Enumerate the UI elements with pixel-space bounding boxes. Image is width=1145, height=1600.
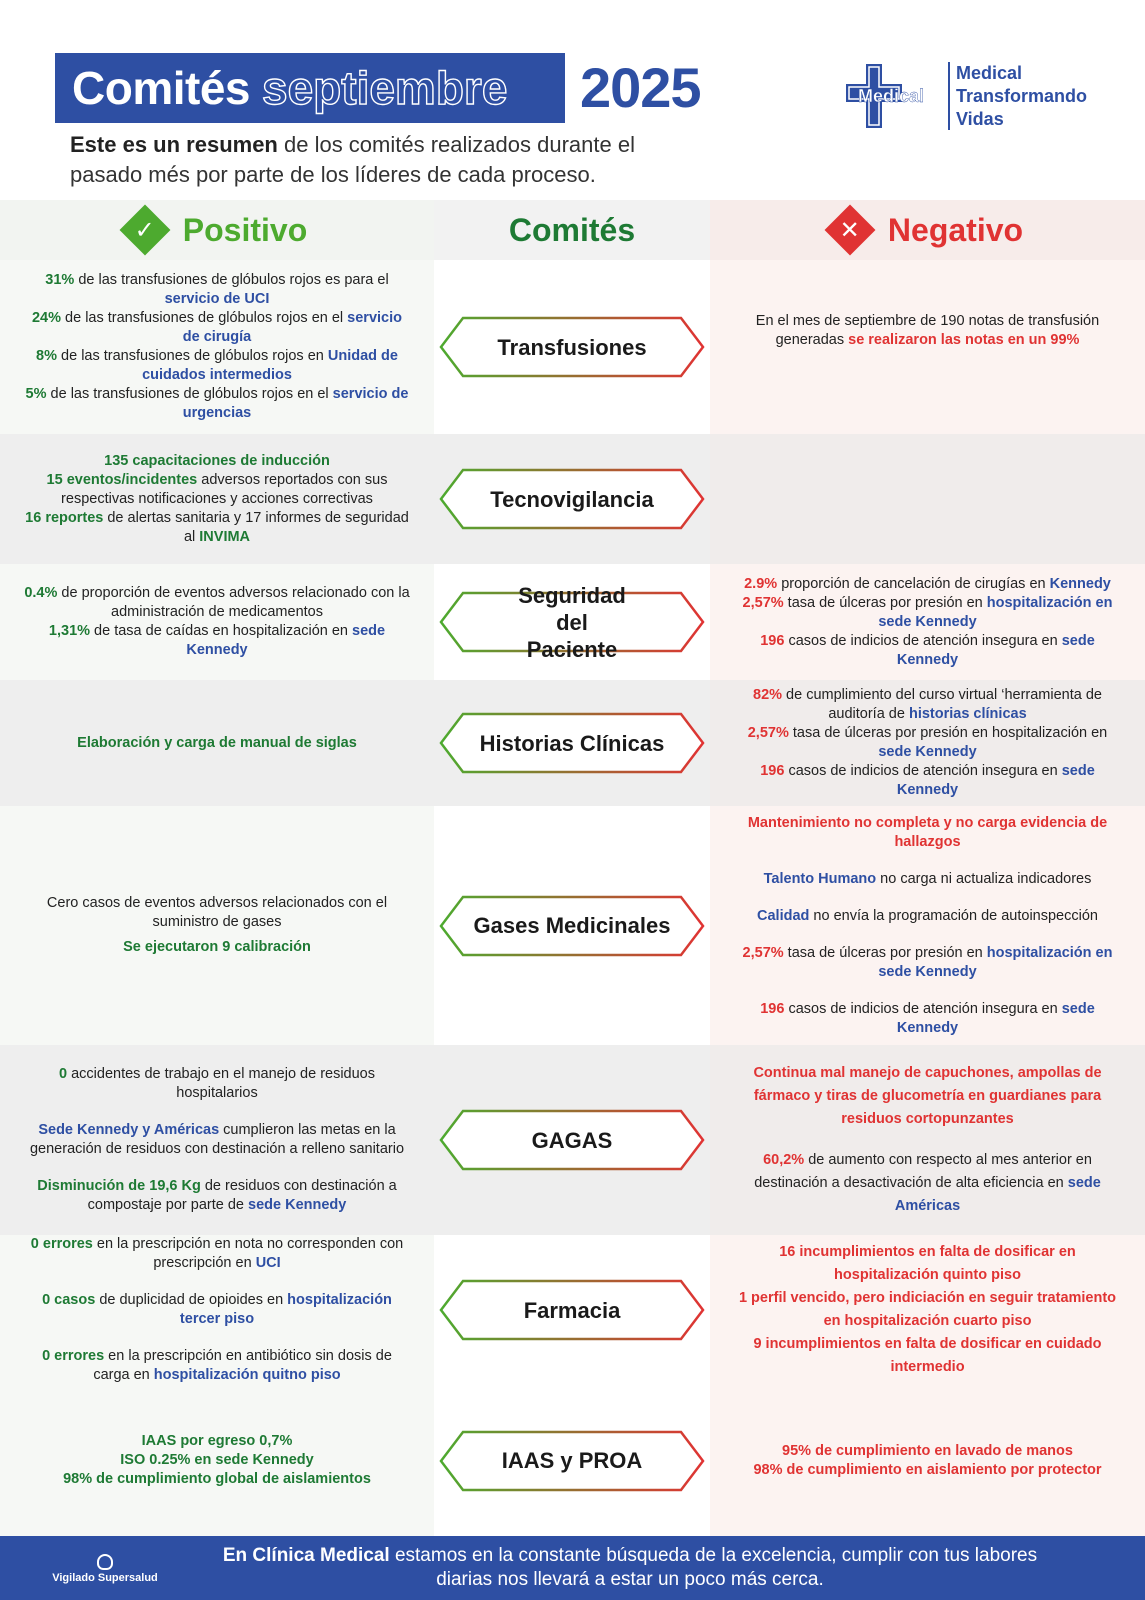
plain-text: no envía la programación de autoinspección [809,907,1098,924]
text-line [730,814,1125,852]
highlight-text: IAAS por egreso 0,7% [141,1433,293,1449]
negative-cell [710,564,1145,680]
highlight-text: sede Américas [894,1175,1101,1214]
highlight-text: servicio de urgencias [182,386,409,421]
highlight-text: 5% [25,386,47,402]
plain-text: tasa de úlceras por presión en [783,594,987,611]
vigilado-text: Vigilado Supersalud [52,1572,158,1584]
text-line [22,509,412,547]
text-line [22,1347,412,1385]
committee-name: Farmacia [523,1297,621,1323]
negative-cell [710,434,1145,564]
highlight-text: 8% [36,348,58,364]
text-line [22,1177,412,1215]
committee-badge [439,1109,705,1171]
title-month: septiembre [261,62,508,114]
highlight-text: hospitalización tercer piso [179,1292,392,1327]
text-line [730,1000,1125,1038]
highlight-text: 2,57% [747,725,789,741]
committee-badge [439,1430,705,1492]
text-line [730,1333,1125,1379]
positive-cell [0,806,434,1045]
plain-text: de cumplimiento del curso virtual ‘herramienta de auditoría de [782,687,1102,722]
committee-badge [439,1279,705,1341]
footer-message [210,1544,1050,1592]
text-line [730,594,1125,632]
footer-message-rest: estamos en la constante búsqueda de la excelencia, cumplir con tus labores diarias nos llevará a estar un poco más cerca. [389,1545,1038,1590]
text-line [22,1065,412,1103]
highlight-text: 196 [760,763,785,779]
highlight-text: 196 [760,1000,785,1017]
committees-column-header [434,200,710,260]
highlight-text: sede Kennedy [186,623,386,658]
committee-cell [434,1235,710,1385]
positive-cell [0,1385,434,1536]
text-line [22,1121,412,1159]
plain-text: tasa de úlceras por presión en [783,944,987,961]
highlight-text: servicio de cirugía [182,310,402,345]
plain-text: Cero casos de eventos adversos relacionados con el suministro de gases [46,895,388,930]
intro-bold: Este es un resumen [70,132,278,157]
plain-text: de duplicidad de opioides en [95,1292,288,1308]
plain-text: casos de indicios de atención insegura en [784,1000,1062,1017]
text-line [120,1451,313,1470]
highlight-text: UCI [255,1255,281,1271]
highlight-text: sede Kennedy [896,763,1095,798]
committee-row [0,1235,1145,1385]
text-line [730,632,1125,670]
highlight-text: 0.4% [24,585,58,601]
text-line [730,724,1125,762]
plain-text: de las transfusiones de glóbulos rojos en el [46,386,333,402]
text-line [764,870,1092,889]
committee-name: Tecnovigilancia [490,486,654,512]
vigilado-badge [50,1554,160,1584]
committee-name: Seguridad del Paciente [518,582,626,662]
highlight-text: sede Kennedy [896,632,1095,668]
highlight-text: historias clínicas [908,706,1027,722]
negative-cell [710,806,1145,1045]
committee-row [0,1385,1145,1536]
committee-name: Gases Medicinales [473,913,671,938]
highlight-text: 95% de cumplimiento en lavado de manos [782,1442,1073,1459]
text-line [782,1442,1073,1461]
highlight-text: 82% [753,687,783,703]
text-line [730,312,1125,350]
plain-text: de las transfusiones de glóbulos rojos en [57,348,328,364]
highlight-text: 0 errores [42,1348,105,1364]
negative-cell [710,1385,1145,1536]
footer-banner [0,1536,1145,1600]
text-line [730,1149,1125,1218]
highlight-text: 15 eventos/incidentes [46,471,198,488]
plain-text: en la prescripción en antibiótico sin dosis de carga en [93,1348,392,1383]
footer-message-bold: En Clínica Medical [222,1545,390,1566]
check-icon: ✓ [119,205,170,256]
highlight-text: 0 casos [42,1292,96,1308]
positive-cell [0,260,434,434]
positive-cell [0,564,434,680]
committee-cell [434,806,710,1045]
text-line [730,1062,1125,1131]
positive-column-header [0,200,434,260]
highlight-text: 98% de cumplimiento global de aislamientos [63,1471,371,1487]
negative-cell [710,680,1145,806]
intro-rest: de los comités realizados durante el pasado més por parte de los líderes de cada proceso. [70,132,635,187]
highlight-text: ISO 0.25% en sede Kennedy [120,1452,314,1468]
highlight-text: 0 [59,1066,68,1082]
highlight-text: 31% [45,272,75,288]
highlight-text: sede Kennedy [878,744,977,760]
plain-text: en la prescripción en nota no corresponden con prescripción en [92,1236,404,1271]
committee-cell [434,680,710,806]
supersalud-emblem-icon [97,1554,113,1570]
highlight-text: 2.9% [744,575,778,592]
plain-text: de las transfusiones de glóbulos rojos es para el [74,272,389,288]
title-banner [55,53,565,123]
committee-cell [434,1385,710,1536]
highlight-text: 2,57% [742,594,784,611]
positive-cell [0,434,434,564]
text-line [744,575,1111,594]
highlight-text: Continua mal manejo de capuchones, ampollas de fármaco y tiras de glucometría en guardianes para residuos cortopunzantes [753,1065,1102,1127]
text-line [22,1235,412,1273]
positive-cell [0,1235,434,1385]
plain-text: de proporción de eventos adversos relacionado con la administración de medicamentos [57,585,410,620]
negative-cell [710,1045,1145,1235]
committee-name: Historias Clínicas [479,730,665,756]
committee-badge [439,582,705,662]
text-line [22,271,412,309]
highlight-text: 0 errores [30,1236,93,1252]
highlight-text: Unidad de cuidados intermedios [142,348,398,383]
highlight-text: Mantenimiento no completa y no carga evidencia de hallazgos [747,814,1108,850]
plain-text: de residuos con destinación a compostaje por parte de [87,1178,397,1213]
highlight-text: hospitalización en sede Kennedy [878,944,1113,980]
highlight-text: 9 incumplimientos en falta de dosificar en cuidado intermedio [753,1336,1102,1375]
plain-text: no carga ni actualiza indicadores [876,870,1092,887]
plain-text: tasa de úlceras por presión en hospitalización en [788,725,1108,741]
text-line [142,1432,293,1451]
text-line [63,1470,371,1489]
cross-icon: ✕ [824,205,875,256]
plain-text: de tasa de caídas en hospitalización en [90,623,353,639]
text-line [730,686,1125,724]
highlight-text: sede Kennedy [248,1197,347,1213]
slogan-line-3: Vidas [956,109,1004,129]
committee-cell [434,260,710,434]
text-line [123,938,311,957]
highlight-text: 98% de cumplimiento en aislamiento por protector [753,1461,1102,1478]
title-word: Comités [72,62,250,114]
text-line [730,944,1125,982]
plain-text: de alertas sanitaria y 17 informes de seguridad al [103,509,409,545]
committee-name: IAAS y PROA [501,1448,643,1473]
plain-text: de las transfusiones de glóbulos rojos en el [61,310,348,326]
plain-text: En el mes de septiembre de 190 notas de transfusión generadas [755,313,1100,348]
highlight-text: 16 incumplimientos en falta de dosificar en hospitalización quinto piso [779,1244,1076,1283]
highlight-text: servicio de UCI [164,291,270,307]
text-line [22,894,412,932]
logo-brand: Medical [858,86,925,106]
highlight-text: Calidad [757,907,810,924]
plain-text: cumplieron las metas en la generación de residuos con destinación a relleno sanitario [29,1122,405,1157]
logo-divider [948,62,950,130]
committee-cell [434,1045,710,1235]
committee-row [0,680,1145,806]
intro-text [70,130,690,190]
negative-cell [710,1235,1145,1385]
highlight-text: 16 reportes [25,509,104,526]
positive-cell [0,1045,434,1235]
highlight-text: Se ejecutaron 9 calibración [123,939,311,955]
highlight-text: hospitalización quitno piso [153,1367,341,1383]
committee-name: Transfusiones [497,334,647,360]
highlight-text: 24% [31,310,62,326]
slogan-line-1: Medical [956,63,1023,83]
plain-text: de aumento con respecto al mes anterior en destinación a desactivación de alta eficiencia en [754,1152,1092,1191]
plain-text: adversos reportados con sus respectivas notificaciones y acciones correctivas [61,471,388,507]
committees-header-label: Comités [508,211,636,248]
plain-text: casos de indicios de atención insegura en [784,632,1062,649]
negative-column-header [710,200,1145,260]
medical-cross-logo-icon [842,62,944,132]
highlight-text: Kennedy [1049,575,1111,592]
highlight-text: Disminución de 19,6 Kg [37,1178,201,1194]
text-line [22,471,412,509]
committee-row [0,434,1145,564]
highlight-text: hospitalización en sede Kennedy [878,594,1113,630]
highlight-text: 135 capacitaciones de inducción [104,452,330,469]
highlight-text: 60,2% [763,1152,805,1168]
text-line [22,622,412,660]
highlight-text: Talento Humano [763,870,877,887]
highlight-text: 2,57% [742,944,784,961]
plain-text: accidentes de trabajo en el manejo de residuos hospitalarios [67,1066,375,1101]
text-line [22,385,412,423]
highlight-text: INVIMA [199,528,251,545]
text-line [753,1461,1101,1480]
text-line [22,347,412,385]
committee-cell [434,564,710,680]
highlight-text: se realizaron las notas en un 99% [848,332,1080,348]
negative-header-label: Negativo [887,211,1024,248]
committee-badge [439,468,705,530]
text-line [104,452,330,471]
committee-badge [439,316,705,378]
text-line [730,1287,1125,1333]
plain-text: casos de indicios de atención insegura en [784,763,1062,779]
text-line [22,584,412,622]
text-line [77,734,357,753]
highlight-text: Elaboración y carga de manual de siglas [77,734,357,751]
slogan-line-2: Transformando [956,86,1088,106]
committee-row [0,1045,1145,1235]
positive-cell [0,680,434,806]
text-line [22,1291,412,1329]
logo-slogan [956,62,1087,131]
committee-name: GAGAS [531,1127,613,1153]
committee-badge [439,895,705,957]
text-line [757,907,1098,926]
positive-header-label: Positivo [182,211,308,248]
negative-cell [710,260,1145,434]
committee-row [0,260,1145,434]
text-line [730,1241,1125,1287]
text-line [730,762,1125,800]
committee-badge [439,712,705,774]
highlight-text: Sede Kennedy y Américas [38,1122,220,1138]
committee-row [0,564,1145,680]
highlight-text: 1,31% [48,623,91,639]
highlight-text: sede Kennedy [896,1000,1095,1036]
text-line [22,309,412,347]
title-year: 2025 [580,56,701,119]
highlight-text: 1 perfil vencido, pero indiciación en seguir tratamiento en hospitalización cuarto piso [738,1290,1117,1329]
committee-row [0,806,1145,1045]
highlight-text: 196 [760,632,785,649]
plain-text: proporción de cancelación de cirugías en [777,575,1050,592]
committee-cell [434,434,710,564]
